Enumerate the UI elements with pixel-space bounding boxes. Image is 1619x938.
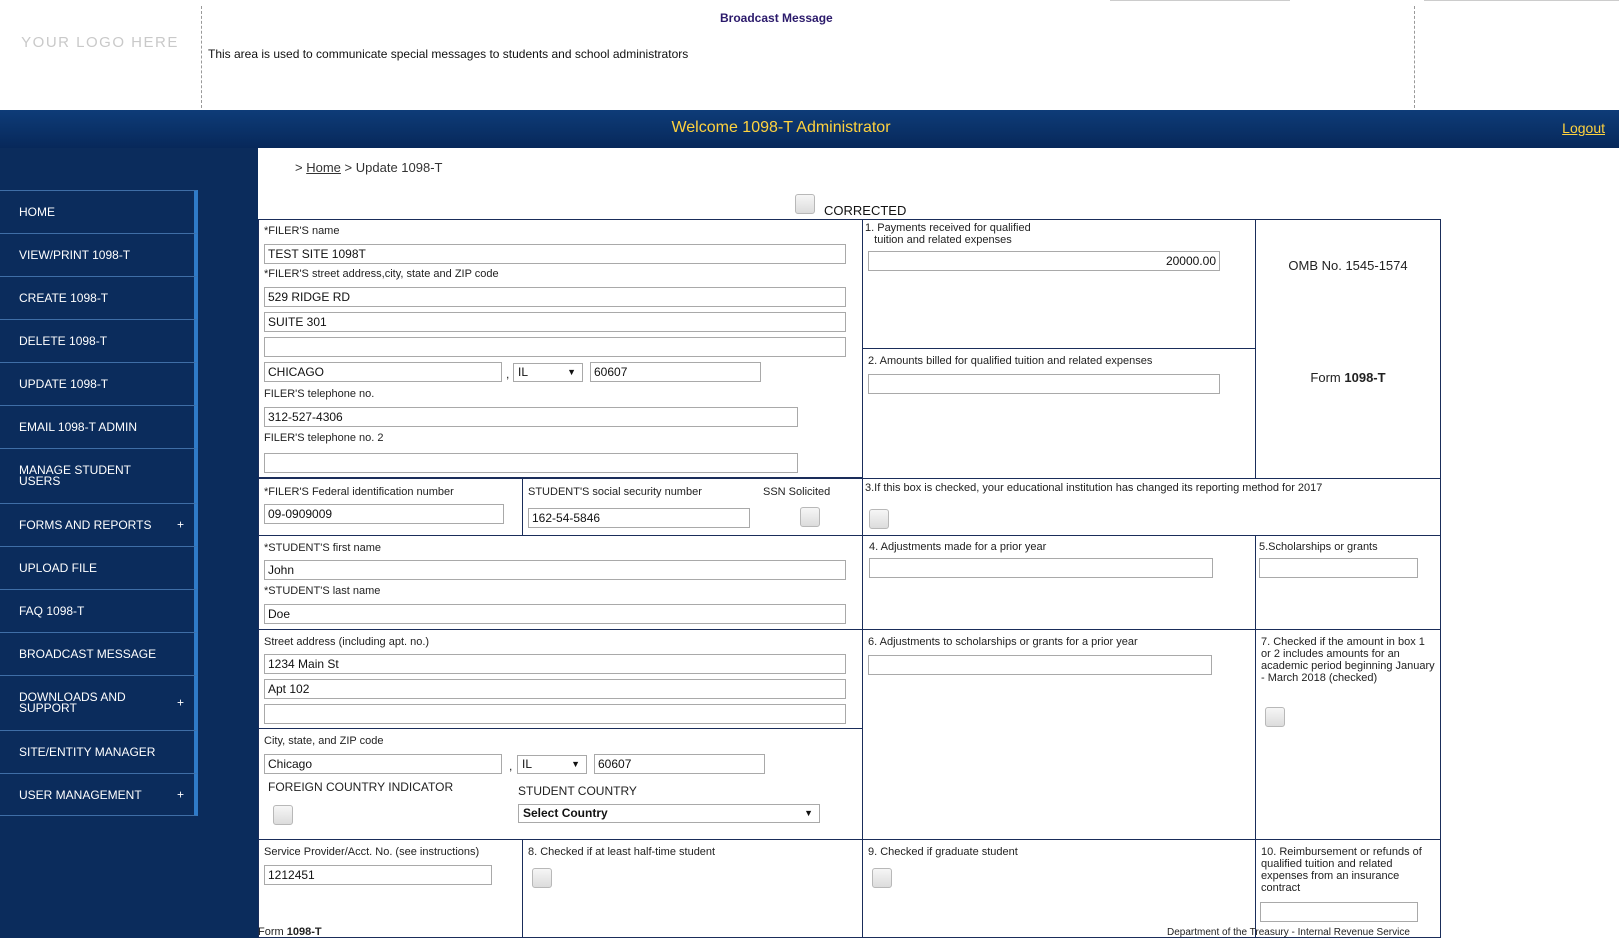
omb-number: OMB No. 1545-1574 <box>1288 258 1408 273</box>
sidebar-item-manage-students[interactable] <box>0 448 198 503</box>
student-city-input[interactable]: Chicago <box>264 754 502 774</box>
foreign-country-checkbox[interactable] <box>273 805 293 825</box>
breadcrumb-separator: > <box>344 160 353 175</box>
dropdown-arrow-icon: ▼ <box>804 808 813 818</box>
breadcrumb <box>295 160 442 175</box>
breadcrumb-current: Update 1098-T <box>355 160 443 175</box>
student-last-name-input[interactable]: Doe <box>264 604 846 624</box>
box1-label: 1. Payments received for qualified tuition and related expenses <box>865 222 1031 246</box>
sidebar-item-delete[interactable] <box>0 319 198 362</box>
sidebar-item-label: VIEW/PRINT 1098-T <box>19 248 131 262</box>
student-zip-input[interactable]: 60607 <box>594 754 765 774</box>
sidebar-item-upload-file[interactable] <box>0 546 198 589</box>
sidebar-item-label: FORMS AND REPORTS <box>19 518 152 532</box>
box4-adjustments-input[interactable] <box>869 558 1213 578</box>
student-first-name-label: *STUDENT'S first name <box>264 542 382 554</box>
box6-cell <box>862 629 1256 840</box>
form-prefix: Form <box>1310 370 1341 385</box>
sidebar-item-label: FAQ 1098-T <box>19 604 85 618</box>
box4-cell <box>862 535 1256 630</box>
student-country-label: STUDENT COUNTRY <box>518 784 637 798</box>
breadcrumb-separator: > <box>295 160 303 175</box>
street-line1-input[interactable]: 1234 Main St <box>264 654 846 674</box>
student-name-cell <box>258 535 863 630</box>
filer-phone-label: FILER'S telephone no. <box>264 388 375 400</box>
sidebar <box>0 148 258 938</box>
filer-address-line2-input[interactable]: SUITE 301 <box>264 312 846 332</box>
filer-zip-input[interactable]: 60607 <box>590 362 761 382</box>
sidebar-menu <box>0 190 198 816</box>
box9-checkbox[interactable] <box>872 868 892 888</box>
sidebar-item-label: MANAGE STUDENT USERS <box>19 463 131 488</box>
filer-address-label: *FILER'S street address,city, state and ZIP code <box>264 268 499 280</box>
box8-cell <box>522 839 863 938</box>
filer-phone2-input[interactable] <box>264 453 798 473</box>
top-banner <box>0 0 1619 110</box>
student-street-cell <box>258 629 863 729</box>
sidebar-item-label: UPDATE 1098-T <box>19 377 109 391</box>
sidebar-item-forms-reports[interactable] <box>0 503 198 546</box>
filer-address-line3-input[interactable] <box>264 337 846 357</box>
street-line2-input[interactable]: Apt 102 <box>264 679 846 699</box>
filer-name-input[interactable]: TEST SITE 1098T <box>264 244 846 264</box>
filer-name-label: *FILER'S name <box>264 225 340 237</box>
service-provider-input[interactable]: 1212451 <box>264 865 492 885</box>
box5-scholarships-input[interactable] <box>1259 558 1418 578</box>
sidebar-item-label: CREATE 1098-T <box>19 291 109 305</box>
box6-label: 6. Adjustments to scholarships or grants for a prior year <box>868 636 1138 648</box>
sidebar-item-downloads[interactable] <box>0 675 198 730</box>
broadcast-text: This area is used to communicate special messages to students and school administrators <box>208 47 689 61</box>
box10-label: 10. Reimbursement or refunds of qualified tuition and related expenses from an insurance contract <box>1261 846 1422 894</box>
box10-reimbursement-input[interactable] <box>1260 902 1418 922</box>
sidebar-item-label: SITE/ENTITY MANAGER <box>19 745 156 759</box>
omb-cell <box>1255 219 1441 479</box>
logo <box>0 0 200 110</box>
sidebar-item-user-management[interactable] <box>0 773 198 816</box>
box9-cell <box>862 839 1256 938</box>
box1-payments-input[interactable]: 20000.00 <box>868 251 1220 271</box>
filer-phone-input[interactable]: 312-527-4306 <box>264 407 798 427</box>
form-name: 1098-T <box>1344 370 1386 385</box>
street-address-label: Street address (including apt. no.) <box>264 636 430 648</box>
box2-label: 2. Amounts billed for qualified tuition and related expenses <box>868 355 1153 367</box>
sidebar-item-create[interactable] <box>0 276 198 319</box>
dropdown-arrow-icon: ▼ <box>567 367 576 377</box>
sidebar-item-label: HOME <box>19 205 55 219</box>
sidebar-item-site-entity[interactable] <box>0 730 198 773</box>
foreign-country-label: FOREIGN COUNTRY INDICATOR <box>268 780 454 794</box>
box10-cell <box>1255 839 1441 938</box>
sidebar-item-broadcast[interactable] <box>0 632 198 675</box>
box3-cell <box>862 478 1441 536</box>
student-country-select[interactable] <box>518 804 820 823</box>
logout-link[interactable]: Logout <box>1562 120 1605 136</box>
box2-amounts-billed-input[interactable] <box>868 374 1220 394</box>
box7-checkbox[interactable] <box>1265 707 1285 727</box>
sidebar-item-label: DELETE 1098-T <box>19 334 108 348</box>
comma-separator: , <box>506 367 510 381</box>
sidebar-item-view-print[interactable] <box>0 233 198 276</box>
box5-cell <box>1255 535 1441 630</box>
filer-city-input[interactable]: CHICAGO <box>264 362 502 382</box>
ssn-solicited-label: SSN Solicited <box>763 486 831 498</box>
fein-input[interactable]: 09-0909009 <box>264 504 504 524</box>
banner-top-line-right <box>1424 0 1619 1</box>
service-provider-label: Service Provider/Acct. No. (see instructions) <box>264 846 480 858</box>
form-title <box>1256 372 1440 384</box>
footer-form-name: 1098-T <box>286 926 322 938</box>
sidebar-item-faq[interactable] <box>0 589 198 632</box>
sidebar-item-label: DOWNLOADS AND SUPPORT <box>19 690 126 715</box>
broadcast-title: Broadcast Message <box>720 11 833 25</box>
sidebar-item-label: BROADCAST MESSAGE <box>19 647 157 661</box>
box4-label: 4. Adjustments made for a prior year <box>869 541 1047 553</box>
sidebar-item-email-admin[interactable] <box>0 405 198 448</box>
box8-checkbox[interactable] <box>532 868 552 888</box>
filer-state-select[interactable] <box>513 363 583 382</box>
student-country-value: Select Country <box>523 806 608 820</box>
expand-plus-icon: + <box>176 787 184 802</box>
sidebar-item-label: USER MANAGEMENT <box>19 787 142 802</box>
ssn-solicited-checkbox[interactable] <box>800 507 820 527</box>
box3-checkbox[interactable] <box>869 509 889 529</box>
comma-separator: , <box>509 759 513 773</box>
box7-label: 7. Checked if the amount in box 1 or 2 includes amounts for an academic period beginning January - March 2018 (checked) <box>1261 636 1435 684</box>
city-state-zip-label: City, state, and ZIP code <box>264 735 384 747</box>
form-1098t <box>258 219 1441 938</box>
filer-state-value: IL <box>518 365 529 379</box>
box2-cell <box>862 348 1256 479</box>
box5-label: 5.Scholarships or grants <box>1259 541 1378 553</box>
sidebar-item-update[interactable] <box>0 362 198 405</box>
student-first-name-input[interactable]: John <box>264 560 846 580</box>
dropdown-arrow-icon: ▼ <box>571 759 580 769</box>
breadcrumb-home-link[interactable]: Home <box>306 160 341 175</box>
sidebar-item-home[interactable] <box>0 190 198 233</box>
logo-text: YOUR LOGO HERE <box>21 34 179 51</box>
footer-form-prefix: Form <box>258 926 284 938</box>
filer-address-line1-input[interactable]: 529 RIDGE RD <box>264 287 846 307</box>
service-provider-cell <box>258 839 523 938</box>
expand-plus-icon: + <box>176 695 184 710</box>
ssn-cell <box>522 478 863 536</box>
banner-divider-left <box>201 6 202 108</box>
student-city-cell <box>258 728 863 840</box>
filer-info-cell <box>258 219 863 478</box>
street-line3-input[interactable] <box>264 704 846 724</box>
footer-form-title <box>258 926 322 938</box>
corrected-checkbox[interactable] <box>795 194 815 214</box>
fein-label: *FILER'S Federal identification number <box>264 486 454 498</box>
ssn-input[interactable]: 162-54-5846 <box>528 508 750 528</box>
filer-phone2-label: FILER'S telephone no. 2 <box>264 432 384 444</box>
box7-cell <box>1255 629 1441 840</box>
box9-label: 9. Checked if graduate student <box>868 846 1018 858</box>
student-state-value: IL <box>522 757 533 771</box>
ssn-label: STUDENT'S social security number <box>528 486 702 498</box>
corrected-label: CORRECTED <box>824 203 907 218</box>
sidebar-item-label: EMAIL 1098-T ADMIN <box>19 420 138 434</box>
banner-divider-right <box>1414 6 1415 108</box>
box3-label: 3.If this box is checked, your educational institution has changed its reporting method for 2017 <box>865 482 1323 494</box>
welcome-text: Welcome 1098-T Administrator <box>671 119 891 136</box>
box6-adjustments-input[interactable] <box>868 655 1212 675</box>
expand-plus-icon: + <box>176 517 184 532</box>
box1-cell <box>862 219 1256 349</box>
footer-department: Department of the Treasury - Internal Revenue Service <box>1167 927 1410 938</box>
fein-cell <box>258 478 523 536</box>
student-last-name-label: *STUDENT'S last name <box>264 585 381 597</box>
box8-label: 8. Checked if at least half-time student <box>528 846 716 858</box>
header-bar <box>0 110 1619 148</box>
sidebar-item-label: UPLOAD FILE <box>19 561 98 575</box>
banner-top-line <box>1110 0 1290 1</box>
student-state-select[interactable] <box>517 755 587 774</box>
